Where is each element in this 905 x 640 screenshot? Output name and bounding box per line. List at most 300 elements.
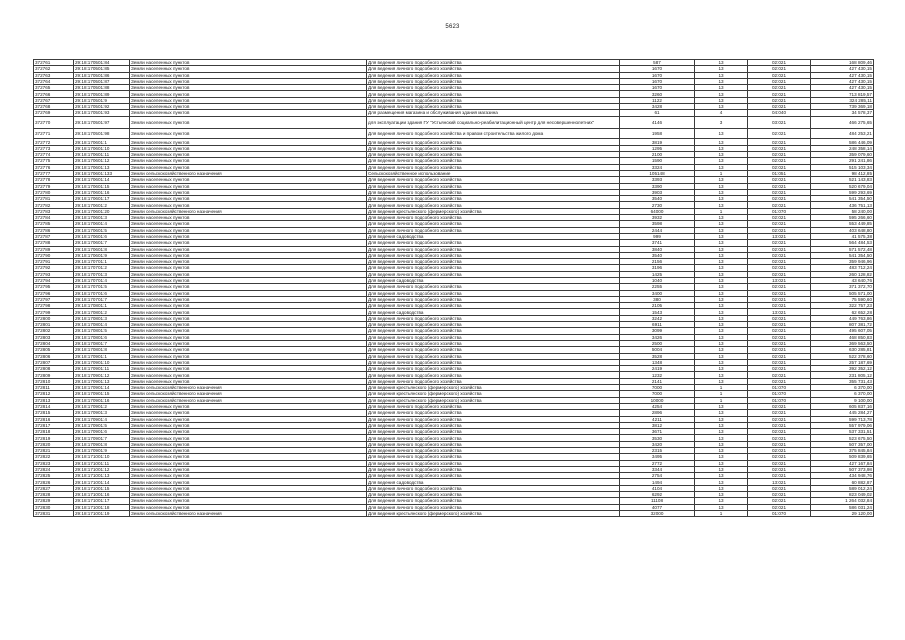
land-category-cell: Земли населенных пунктов bbox=[130, 60, 367, 66]
record-number-cell: 372825 bbox=[34, 473, 74, 479]
type-code-cell: 02:021 bbox=[748, 196, 811, 202]
cadastral-value-cell: 291 241,86 bbox=[811, 158, 874, 164]
cadastral-number-cell: 29:18:170701:1 bbox=[74, 259, 130, 265]
group-code-cell: 1 bbox=[695, 397, 748, 403]
land-category-cell: Земли населенных пунктов bbox=[130, 466, 367, 472]
record-number-cell: 372791 bbox=[34, 259, 74, 265]
cadastral-value-cell: 257 187,69 bbox=[811, 359, 874, 365]
area-cell: 2419 bbox=[620, 366, 695, 372]
land-category-cell: Земли населенных пунктов bbox=[130, 315, 367, 321]
land-category-cell: Земли населенных пунктов bbox=[130, 372, 367, 378]
type-code-cell: 13:021 bbox=[748, 309, 811, 315]
area-cell: 3099 bbox=[620, 328, 695, 334]
group-code-cell: 13 bbox=[695, 215, 748, 221]
cadastral-value-cell: 823 049,02 bbox=[811, 492, 874, 498]
cadastral-number-cell: 29:18:171001:18 bbox=[74, 504, 130, 510]
land-category-cell: Земли населенных пунктов bbox=[130, 221, 367, 227]
land-category-cell: Земли населенных пунктов bbox=[130, 78, 367, 84]
area-cell: 3495 bbox=[620, 454, 695, 460]
cadastral-value-cell: 355 731,43 bbox=[811, 378, 874, 384]
record-number-cell: 372819 bbox=[34, 435, 74, 441]
group-code-cell: 13 bbox=[695, 66, 748, 72]
permitted-use-cell: Для ведения личного подсобного хозяйства bbox=[367, 454, 620, 460]
cadastral-number-cell: 29:18:170801:2 bbox=[74, 309, 130, 315]
area-cell: 3344 bbox=[620, 466, 695, 472]
group-code-cell: 13 bbox=[695, 202, 748, 208]
cadastral-number-cell: 29:18:170601:1 bbox=[74, 139, 130, 145]
permitted-use-cell: Для ведения личного подсобного хозяйства bbox=[367, 271, 620, 277]
land-category-cell: Земли населенных пунктов bbox=[130, 277, 367, 283]
cadastral-number-cell: 29:18:170901:1 bbox=[74, 353, 130, 359]
land-category-cell: Земли населенных пунктов bbox=[130, 196, 367, 202]
cadastral-value-cell: 9 100,00 bbox=[811, 397, 874, 403]
permitted-use-cell: Для ведения личного подсобного хозяйства bbox=[367, 164, 620, 170]
area-cell: 587 bbox=[620, 60, 695, 66]
permitted-use-cell: Для ведения личного подсобного хозяйства bbox=[367, 66, 620, 72]
area-cell: 1543 bbox=[620, 309, 695, 315]
group-code-cell: 13 bbox=[695, 359, 748, 365]
type-code-cell: 02:021 bbox=[748, 366, 811, 372]
type-code-cell: 02:021 bbox=[748, 504, 811, 510]
area-cell: 999 bbox=[620, 233, 695, 239]
land-category-cell: Земли населенных пунктов bbox=[130, 322, 367, 328]
group-code-cell: 13 bbox=[695, 284, 748, 290]
record-number-cell: 372778 bbox=[34, 177, 74, 183]
land-category-cell: Земли населенных пунктов bbox=[130, 116, 367, 128]
permitted-use-cell: Для ведения крестьянского (фермерского) хозяйства bbox=[367, 397, 620, 403]
group-code-cell: 13 bbox=[695, 158, 748, 164]
permitted-use-cell: Для ведения садоводства bbox=[367, 233, 620, 239]
cadastral-number-cell: 29:18:170901:13 bbox=[74, 378, 130, 384]
permitted-use-cell: Для ведения личного подсобного хозяйства bbox=[367, 227, 620, 233]
cadastral-number-cell: 29:18:170701:4 bbox=[74, 277, 130, 283]
type-code-cell: 02:021 bbox=[748, 97, 811, 103]
cadastral-number-cell: 29:18:170601:133 bbox=[74, 170, 130, 176]
group-code-cell: 13 bbox=[695, 183, 748, 189]
cadastral-value-table bbox=[33, 59, 874, 517]
area-cell: 1232 bbox=[620, 372, 695, 378]
type-code-cell: 01:070 bbox=[748, 397, 811, 403]
cadastral-number-cell: 29:18:170901:8 bbox=[74, 441, 130, 447]
cadastral-value-cell: 564 484,53 bbox=[811, 240, 874, 246]
cadastral-number-cell: 29:18:170701:3 bbox=[74, 271, 130, 277]
cadastral-value-cell: 483 712,24 bbox=[811, 265, 874, 271]
group-code-cell: 13 bbox=[695, 347, 748, 353]
permitted-use-cell: Сельскохозяйственное использование bbox=[367, 170, 620, 176]
permitted-use-cell: Для ведения личного подсобного хозяйства bbox=[367, 435, 620, 441]
record-number-cell: 372809 bbox=[34, 372, 74, 378]
cadastral-number-cell: 29:18:170601:12 bbox=[74, 158, 130, 164]
type-code-cell: 02:021 bbox=[748, 473, 811, 479]
record-number-cell: 372787 bbox=[34, 233, 74, 239]
land-category-cell: Земли населенных пунктов bbox=[130, 504, 367, 510]
type-code-cell: 02:021 bbox=[748, 164, 811, 170]
land-category-cell: Земли населенных пунктов bbox=[130, 139, 367, 145]
cadastral-number-cell: 29:18:170601:14 bbox=[74, 177, 130, 183]
area-cell: 380 bbox=[620, 296, 695, 302]
group-code-cell: 13 bbox=[695, 485, 748, 491]
record-number-cell: 372816 bbox=[34, 416, 74, 422]
cadastral-number-cell: 29:18:170901:15 bbox=[74, 391, 130, 397]
group-code-cell: 13 bbox=[695, 233, 748, 239]
cadastral-number-cell: 29:18:171001:19 bbox=[74, 510, 130, 516]
table-row bbox=[34, 116, 874, 128]
record-number-cell: 372768 bbox=[34, 104, 74, 110]
group-code-cell: 13 bbox=[695, 277, 748, 283]
cadastral-value-cell: 41 575,38 bbox=[811, 233, 874, 239]
group-code-cell: 13 bbox=[695, 259, 748, 265]
type-code-cell: 02:021 bbox=[748, 246, 811, 252]
group-code-cell: 13 bbox=[695, 340, 748, 346]
record-number-cell: 372786 bbox=[34, 227, 74, 233]
land-category-cell: Земли населенных пунктов bbox=[130, 259, 367, 265]
cadastral-number-cell: 29:18:170501:98 bbox=[74, 128, 130, 139]
cadastral-number-cell: 29:18:170601:16 bbox=[74, 189, 130, 195]
permitted-use-cell: Для ведения личного подсобного хозяйства bbox=[367, 240, 620, 246]
record-number-cell: 372780 bbox=[34, 189, 74, 195]
cadastral-number-cell: 29:18:170501:88 bbox=[74, 85, 130, 91]
land-category-cell: Земли населенных пунктов bbox=[130, 296, 367, 302]
cadastral-number-cell: 29:18:171001:14 bbox=[74, 479, 130, 485]
cadastral-value-cell: 507 357,00 bbox=[811, 441, 874, 447]
land-category-cell: Земли сельскохозяйственного назначения bbox=[130, 397, 367, 403]
land-category-cell: Земли сельскохозяйственного назначения bbox=[130, 170, 367, 176]
type-code-cell: 02:021 bbox=[748, 189, 811, 195]
area-cell: 10000 bbox=[620, 397, 695, 403]
area-cell: 2444 bbox=[620, 227, 695, 233]
record-number-cell: 372813 bbox=[34, 397, 74, 403]
cadastral-value-cell: 599 713,78 bbox=[811, 416, 874, 422]
permitted-use-cell: Для ведения личного подсобного хозяйства bbox=[367, 284, 620, 290]
record-number-cell: 372826 bbox=[34, 479, 74, 485]
cadastral-value-cell: 427 167,84 bbox=[811, 460, 874, 466]
record-number-cell: 372764 bbox=[34, 78, 74, 84]
record-number-cell: 372785 bbox=[34, 221, 74, 227]
record-number-cell: 372829 bbox=[34, 498, 74, 504]
permitted-use-cell: Для ведения личного подсобного хозяйства bbox=[367, 340, 620, 346]
cadastral-number-cell: 29:18:170501:92 bbox=[74, 104, 130, 110]
record-number-cell: 372769 bbox=[34, 110, 74, 116]
land-category-cell: Земли населенных пунктов bbox=[130, 85, 367, 91]
group-code-cell: 1 bbox=[695, 391, 748, 397]
cadastral-value-cell: 541 354,50 bbox=[811, 196, 874, 202]
group-code-cell: 13 bbox=[695, 372, 748, 378]
record-number-cell: 372777 bbox=[34, 170, 74, 176]
group-code-cell: 13 bbox=[695, 177, 748, 183]
area-cell: 105148 bbox=[620, 170, 695, 176]
land-category-cell: Земли населенных пунктов bbox=[130, 303, 367, 309]
area-cell: 2100 bbox=[620, 152, 695, 158]
land-category-cell: Земли населенных пунктов bbox=[130, 473, 367, 479]
permitted-use-cell: Для ведения личного подсобного хозяйства bbox=[367, 303, 620, 309]
type-code-cell: 02:021 bbox=[748, 240, 811, 246]
group-code-cell: 13 bbox=[695, 315, 748, 321]
land-category-cell: Земли населенных пунктов bbox=[130, 353, 367, 359]
cadastral-number-cell: 29:18:170601:17 bbox=[74, 196, 130, 202]
land-category-cell: Земли населенных пунктов bbox=[130, 158, 367, 164]
cadastral-number-cell: 29:18:170901:12 bbox=[74, 372, 130, 378]
record-number-cell: 372824 bbox=[34, 466, 74, 472]
type-code-cell: 01:070 bbox=[748, 385, 811, 391]
record-number-cell: 372801 bbox=[34, 322, 74, 328]
record-number-cell: 372794 bbox=[34, 277, 74, 283]
land-category-cell: Земли сельскохозяйственного назначения bbox=[130, 391, 367, 397]
cadastral-number-cell: 29:18:170801:4 bbox=[74, 322, 130, 328]
type-code-cell: 02:021 bbox=[748, 498, 811, 504]
record-number-cell: 372793 bbox=[34, 271, 74, 277]
cadastral-number-cell: 29:18:170701:5 bbox=[74, 284, 130, 290]
permitted-use-cell: Для ведения личного подсобного хозяйства bbox=[367, 60, 620, 66]
area-cell: 3598 bbox=[620, 221, 695, 227]
cadastral-value-cell: 427 430,15 bbox=[811, 85, 874, 91]
permitted-use-cell: Для ведения садоводства bbox=[367, 479, 620, 485]
cadastral-value-cell: 595 266,60 bbox=[811, 215, 874, 221]
group-code-cell: 13 bbox=[695, 504, 748, 510]
group-code-cell: 13 bbox=[695, 454, 748, 460]
cadastral-value-cell: 605 837,16 bbox=[811, 403, 874, 409]
area-cell: 3426 bbox=[620, 334, 695, 340]
land-category-cell: Земли населенных пунктов bbox=[130, 403, 367, 409]
cadastral-number-cell: 29:18:170701:6 bbox=[74, 290, 130, 296]
record-number-cell: 372799 bbox=[34, 309, 74, 315]
cadastral-number-cell: 29:18:171001:16 bbox=[74, 492, 130, 498]
permitted-use-cell: Для ведения личного подсобного хозяйства bbox=[367, 504, 620, 510]
land-category-cell: Земли населенных пунктов bbox=[130, 128, 367, 139]
area-cell: 2141 bbox=[620, 378, 695, 384]
group-code-cell: 13 bbox=[695, 152, 748, 158]
area-cell: 3540 bbox=[620, 252, 695, 258]
record-number-cell: 372797 bbox=[34, 296, 74, 302]
cadastral-value-cell: 392 352,12 bbox=[811, 366, 874, 372]
cadastral-value-cell: 427 430,15 bbox=[811, 78, 874, 84]
land-category-cell: Земли населенных пунктов bbox=[130, 189, 367, 195]
land-category-cell: Земли населенных пунктов bbox=[130, 215, 367, 221]
land-category-cell: Земли населенных пунктов bbox=[130, 240, 367, 246]
land-category-cell: Земли населенных пунктов bbox=[130, 265, 367, 271]
land-category-cell: Земли населенных пунктов bbox=[130, 454, 367, 460]
permitted-use-cell: Для ведения личного подсобного хозяйства bbox=[367, 183, 620, 189]
permitted-use-cell: Для ведения личного подсобного хозяйства и правом строительства жилого дома bbox=[367, 128, 620, 139]
cadastral-number-cell: 29:18:170601:13 bbox=[74, 164, 130, 170]
cadastral-value-cell: 6 370,00 bbox=[811, 391, 874, 397]
record-number-cell: 372766 bbox=[34, 91, 74, 97]
land-category-cell: Земли населенных пунктов bbox=[130, 422, 367, 428]
table-row bbox=[34, 128, 874, 139]
type-code-cell: 02:021 bbox=[748, 271, 811, 277]
area-cell: 1348 bbox=[620, 359, 695, 365]
area-cell: 3671 bbox=[620, 429, 695, 435]
record-number-cell: 372774 bbox=[34, 152, 74, 158]
group-code-cell: 13 bbox=[695, 60, 748, 66]
land-category-cell: Земли населенных пунктов bbox=[130, 104, 367, 110]
cadastral-number-cell: 29:18:170601:9 bbox=[74, 252, 130, 258]
type-code-cell: 02:021 bbox=[748, 378, 811, 384]
cadastral-number-cell: 29:18:170601:10 bbox=[74, 145, 130, 151]
type-code-cell: 02:021 bbox=[748, 441, 811, 447]
area-cell: 2754 bbox=[620, 473, 695, 479]
cadastral-number-cell: 29:18:170901:5 bbox=[74, 422, 130, 428]
area-cell: 4211 bbox=[620, 416, 695, 422]
cadastral-number-cell: 29:18:170601:20 bbox=[74, 208, 130, 214]
area-cell: 3819 bbox=[620, 139, 695, 145]
area-cell: 3932 bbox=[620, 215, 695, 221]
permitted-use-cell: Для ведения личного подсобного хозяйства bbox=[367, 196, 620, 202]
land-category-cell: Земли населенных пунктов bbox=[130, 183, 367, 189]
area-cell: 3420 bbox=[620, 441, 695, 447]
permitted-use-cell: Для ведения личного подсобного хозяйства bbox=[367, 485, 620, 491]
cadastral-value-cell: 375 845,84 bbox=[811, 448, 874, 454]
land-category-cell: Земли населенных пунктов bbox=[130, 492, 367, 498]
area-cell: 3324 bbox=[620, 164, 695, 170]
permitted-use-cell: Для ведения личного подсобного хозяйства bbox=[367, 189, 620, 195]
type-code-cell: 02:021 bbox=[748, 60, 811, 66]
land-category-cell: Земли населенных пунктов bbox=[130, 441, 367, 447]
cadastral-value-cell: 484 253,21 bbox=[811, 128, 874, 139]
cadastral-value-cell: 630 285,81 bbox=[811, 347, 874, 353]
land-category-cell: Земли населенных пунктов bbox=[130, 110, 367, 116]
area-cell: 32000 bbox=[620, 510, 695, 516]
cadastral-number-cell: 29:18:170901:2 bbox=[74, 403, 130, 409]
permitted-use-cell: Для ведения личного подсобного хозяйства bbox=[367, 78, 620, 84]
record-number-cell: 372817 bbox=[34, 422, 74, 428]
type-code-cell: 02:021 bbox=[748, 435, 811, 441]
group-code-cell: 1 bbox=[695, 510, 748, 516]
area-cell: 7000 bbox=[620, 391, 695, 397]
group-code-cell: 13 bbox=[695, 91, 748, 97]
type-code-cell: 02:021 bbox=[748, 202, 811, 208]
land-category-cell: Земли населенных пунктов bbox=[130, 334, 367, 340]
land-category-cell: Земли населенных пунктов bbox=[130, 416, 367, 422]
cadastral-value-cell: 434 948,76 bbox=[811, 473, 874, 479]
cadastral-number-cell: 29:18:170801:5 bbox=[74, 328, 130, 334]
permitted-use-cell: Для ведения личного подсобного хозяйства bbox=[367, 139, 620, 145]
permitted-use-cell: Для ведения личного подсобного хозяйства bbox=[367, 473, 620, 479]
cadastral-number-cell: 29:18:170701:2 bbox=[74, 265, 130, 271]
record-number-cell: 372789 bbox=[34, 246, 74, 252]
record-number-cell: 372761 bbox=[34, 60, 74, 66]
cadastral-number-cell: 29:18:170901:16 bbox=[74, 397, 130, 403]
type-code-cell: 02:021 bbox=[748, 290, 811, 296]
land-category-cell: Земли населенных пунктов bbox=[130, 485, 367, 491]
record-number-cell: 372772 bbox=[34, 139, 74, 145]
land-category-cell: Земли населенных пунктов bbox=[130, 429, 367, 435]
type-code-cell: 02:021 bbox=[748, 315, 811, 321]
cadastral-value-cell: 43 640,76 bbox=[811, 277, 874, 283]
cadastral-number-cell: 29:18:170901:9 bbox=[74, 448, 130, 454]
type-code-cell: 13:021 bbox=[748, 479, 811, 485]
permitted-use-cell: Для ведения личного подсобного хозяйства bbox=[367, 97, 620, 103]
record-number-cell: 372763 bbox=[34, 72, 74, 78]
cadastral-value-cell: 427 430,15 bbox=[811, 66, 874, 72]
cadastral-number-cell: 29:18:170901:6 bbox=[74, 429, 130, 435]
type-code-cell: 01:070 bbox=[748, 391, 811, 397]
type-code-cell: 02:021 bbox=[748, 215, 811, 221]
area-cell: 4104 bbox=[620, 485, 695, 491]
cadastral-number-cell: 29:18:170901:10 bbox=[74, 359, 130, 365]
page-number: 5623 bbox=[445, 24, 460, 30]
permitted-use-cell: Для ведения личного подсобного хозяйства bbox=[367, 410, 620, 416]
group-code-cell: 1 bbox=[695, 170, 748, 176]
area-cell: 3903 bbox=[620, 189, 695, 195]
type-code-cell: 13:021 bbox=[748, 277, 811, 283]
group-code-cell: 13 bbox=[695, 322, 748, 328]
group-code-cell: 13 bbox=[695, 416, 748, 422]
group-code-cell: 13 bbox=[695, 492, 748, 498]
group-code-cell: 13 bbox=[695, 164, 748, 170]
area-cell: 1494 bbox=[620, 479, 695, 485]
record-number-cell: 372788 bbox=[34, 240, 74, 246]
permitted-use-cell: Для ведения личного подсобного хозяйства bbox=[367, 72, 620, 78]
record-number-cell: 372818 bbox=[34, 429, 74, 435]
group-code-cell: 13 bbox=[695, 104, 748, 110]
permitted-use-cell: Для ведения личного подсобного хозяйства bbox=[367, 460, 620, 466]
type-code-cell: 02:021 bbox=[748, 177, 811, 183]
area-cell: 2730 bbox=[620, 202, 695, 208]
record-number-cell: 372804 bbox=[34, 340, 74, 346]
cadastral-number-cell: 29:18:170801:1 bbox=[74, 303, 130, 309]
group-code-cell: 13 bbox=[695, 78, 748, 84]
cadastral-number-cell: 29:18:170601:7 bbox=[74, 240, 130, 246]
type-code-cell: 02:021 bbox=[748, 265, 811, 271]
group-code-cell: 1 bbox=[695, 385, 748, 391]
type-code-cell: 02:021 bbox=[748, 91, 811, 97]
permitted-use-cell: Для ведения личного подсобного хозяйства bbox=[367, 177, 620, 183]
cadastral-number-cell: 29:18:170901:11 bbox=[74, 366, 130, 372]
cadastral-value-cell: 60 882,87 bbox=[811, 479, 874, 485]
record-number-cell: 372790 bbox=[34, 252, 74, 258]
cadastral-value-cell: 589 012,24 bbox=[811, 485, 874, 491]
land-category-cell: Земли населенных пунктов bbox=[130, 359, 367, 365]
cadastral-value-cell: 520 679,04 bbox=[811, 183, 874, 189]
record-number-cell: 372812 bbox=[34, 391, 74, 397]
group-code-cell: 13 bbox=[695, 460, 748, 466]
type-code-cell: 02:021 bbox=[748, 353, 811, 359]
cadastral-value-cell: 436 751,13 bbox=[811, 202, 874, 208]
cadastral-value-cell: 260 128,82 bbox=[811, 271, 874, 277]
group-code-cell: 13 bbox=[695, 378, 748, 384]
type-code-cell: 02:021 bbox=[748, 448, 811, 454]
permitted-use-cell: Для ведения личного подсобного хозяйства bbox=[367, 315, 620, 321]
cadastral-value-cell: 571 572,48 bbox=[811, 246, 874, 252]
land-category-cell: Земли населенных пунктов bbox=[130, 378, 367, 384]
record-number-cell: 372795 bbox=[34, 284, 74, 290]
area-cell: 3428 bbox=[620, 104, 695, 110]
permitted-use-cell: Для ведения личного подсобного хозяйства bbox=[367, 85, 620, 91]
group-code-cell: 13 bbox=[695, 473, 748, 479]
type-code-cell: 02:021 bbox=[748, 347, 811, 353]
cadastral-value-cell: 523 675,50 bbox=[811, 435, 874, 441]
permitted-use-cell: Для ведения личного подсобного хозяйства bbox=[367, 252, 620, 258]
type-code-cell: 02:021 bbox=[748, 78, 811, 84]
type-code-cell: 02:021 bbox=[748, 460, 811, 466]
permitted-use-cell: Для ведения садоводства bbox=[367, 309, 620, 315]
group-code-cell: 13 bbox=[695, 353, 748, 359]
permitted-use-cell: Для ведения личного подсобного хозяйства bbox=[367, 353, 620, 359]
area-cell: 6911 bbox=[620, 322, 695, 328]
cadastral-value-cell: 29 120,00 bbox=[811, 510, 874, 516]
record-number-cell: 372784 bbox=[34, 215, 74, 221]
type-code-cell: 02:021 bbox=[748, 158, 811, 164]
cadastral-number-cell: 29:18:170901:4 bbox=[74, 416, 130, 422]
group-code-cell: 13 bbox=[695, 240, 748, 246]
group-code-cell: 13 bbox=[695, 429, 748, 435]
group-code-cell: 13 bbox=[695, 252, 748, 258]
area-cell: 1670 bbox=[620, 72, 695, 78]
record-number-cell: 372782 bbox=[34, 202, 74, 208]
cadastral-value-cell: 62 652,28 bbox=[811, 309, 874, 315]
land-category-cell: Земли населенных пунктов bbox=[130, 177, 367, 183]
cadastral-value-cell: 34 578,37 bbox=[811, 110, 874, 116]
